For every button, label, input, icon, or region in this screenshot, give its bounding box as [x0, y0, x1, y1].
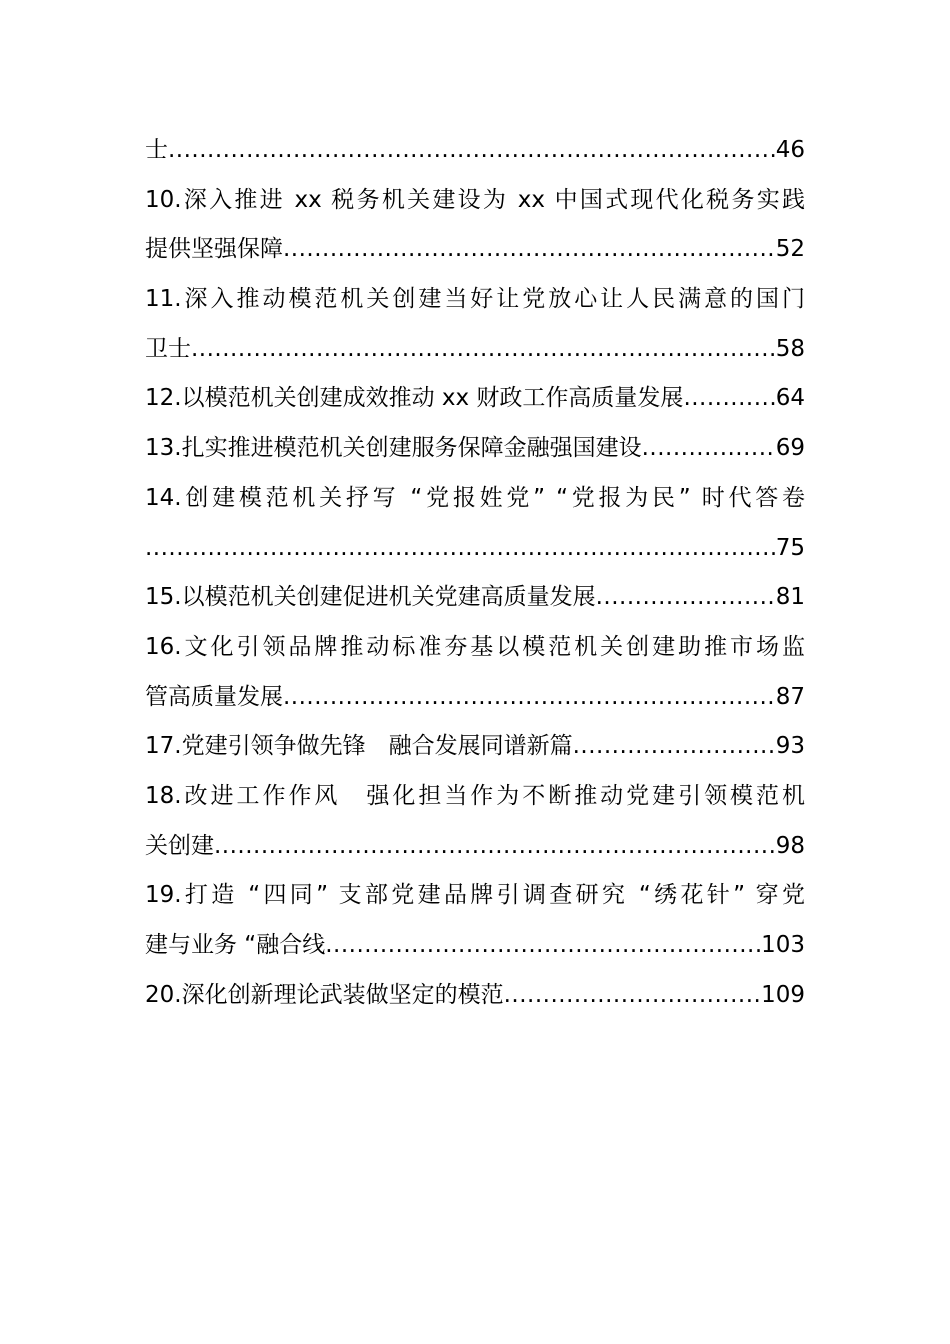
- toc-entry-title-end: 提供坚强保障: [145, 236, 283, 263]
- toc-entry[interactable]: [145, 722, 805, 772]
- dot-leader: [573, 722, 775, 772]
- toc-page-number: 52: [775, 236, 805, 263]
- toc-entry-leader-line: [145, 722, 805, 772]
- toc-entry-title-end: 关创建: [145, 832, 214, 859]
- dot-leader: [504, 971, 761, 1021]
- toc-page-number: 93: [775, 733, 805, 760]
- dot-leader: [168, 126, 775, 176]
- toc-entry-leader-line: [145, 424, 805, 474]
- toc-entry-leader-line: [145, 971, 805, 1021]
- dot-leader: [683, 374, 774, 424]
- toc-entry-leader-line: [145, 325, 805, 375]
- toc-entry-leader-line: [145, 225, 805, 275]
- toc-entry[interactable]: [145, 623, 805, 722]
- toc-entry-title-end: 管高质量发展: [145, 683, 283, 710]
- dot-leader: [283, 225, 775, 275]
- toc-entry[interactable]: [145, 871, 805, 970]
- toc-entry[interactable]: [145, 176, 805, 275]
- dot-leader: [642, 424, 775, 474]
- toc-entry-title-line: 11.深入推动模范机关创建当好让党放心让人民满意的国门: [145, 286, 805, 313]
- toc-entry-title-end: 建与业务 “融合线: [145, 932, 326, 958]
- dot-leader: [325, 921, 760, 971]
- dot-leader: [596, 573, 775, 623]
- toc-page-number: 64: [775, 385, 805, 412]
- table-of-contents: [145, 126, 805, 1020]
- dot-leader: [145, 524, 775, 574]
- toc-entry-leader-line: [145, 524, 805, 574]
- toc-page-number: 98: [775, 832, 805, 859]
- dot-leader: [214, 822, 775, 872]
- toc-page-number: 58: [775, 335, 805, 362]
- toc-entry[interactable]: [145, 474, 805, 573]
- toc-entry-leader-line: [145, 822, 805, 872]
- toc-entry[interactable]: [145, 424, 805, 474]
- toc-entry-title-line: 19.打造 “四同” 支部党建品牌引调查研究 “绣花针” 穿党: [145, 882, 805, 909]
- toc-page-number: 103: [761, 932, 805, 958]
- toc-page-number: 46: [775, 137, 805, 163]
- toc-entry-title-end: 卫士: [145, 335, 191, 362]
- toc-entry-title-end: 15.以模范机关创建促进机关党建高质量发展: [145, 584, 596, 611]
- toc-entry-leader-line: [145, 126, 805, 176]
- toc-entry-title-line: 18.改进工作作风 强化担当作为不断推动党建引领模范机: [145, 782, 805, 809]
- toc-page-number: 81: [775, 584, 805, 611]
- dot-leader: [283, 673, 775, 723]
- toc-entry-leader-line: [145, 921, 805, 971]
- toc-entry-title-line: 10.深入推进 xx 税务机关建设为 xx 中国式现代化税务实践: [145, 186, 805, 213]
- toc-entry[interactable]: [145, 275, 805, 374]
- toc-page-number: 75: [775, 534, 805, 561]
- toc-page-number: 87: [775, 683, 805, 710]
- toc-entry-leader-line: [145, 673, 805, 723]
- toc-entry-title-end: 20.深化创新理论武装做坚定的模范: [145, 981, 504, 1008]
- toc-entry-title-end: 士: [145, 137, 168, 163]
- toc-entry-title-end: 17.党建引领争做先锋 融合发展同谱新篇: [145, 733, 573, 760]
- toc-entry[interactable]: [145, 772, 805, 871]
- toc-page-number: 69: [775, 435, 805, 462]
- toc-entry[interactable]: [145, 126, 805, 176]
- toc-entry-leader-line: [145, 573, 805, 623]
- toc-entry[interactable]: [145, 573, 805, 623]
- toc-entry[interactable]: [145, 971, 805, 1021]
- toc-entry-title-line: 14.创建模范机关抒写 “党报姓党” “党报为民” 时代答卷: [145, 484, 805, 511]
- toc-entry[interactable]: [145, 374, 805, 424]
- toc-entry-title-line: 16.文化引领品牌推动标准夯基以模范机关创建助推市场监: [145, 633, 805, 660]
- toc-entry-leader-line: [145, 374, 805, 424]
- dot-leader: [191, 325, 775, 375]
- toc-page-number: 109: [761, 981, 805, 1008]
- toc-entry-title-end: 12.以模范机关创建成效推动 xx 财政工作高质量发展: [145, 385, 684, 412]
- toc-entry-title-end: 13.扎实推进模范机关创建服务保障金融强国建设: [145, 435, 642, 462]
